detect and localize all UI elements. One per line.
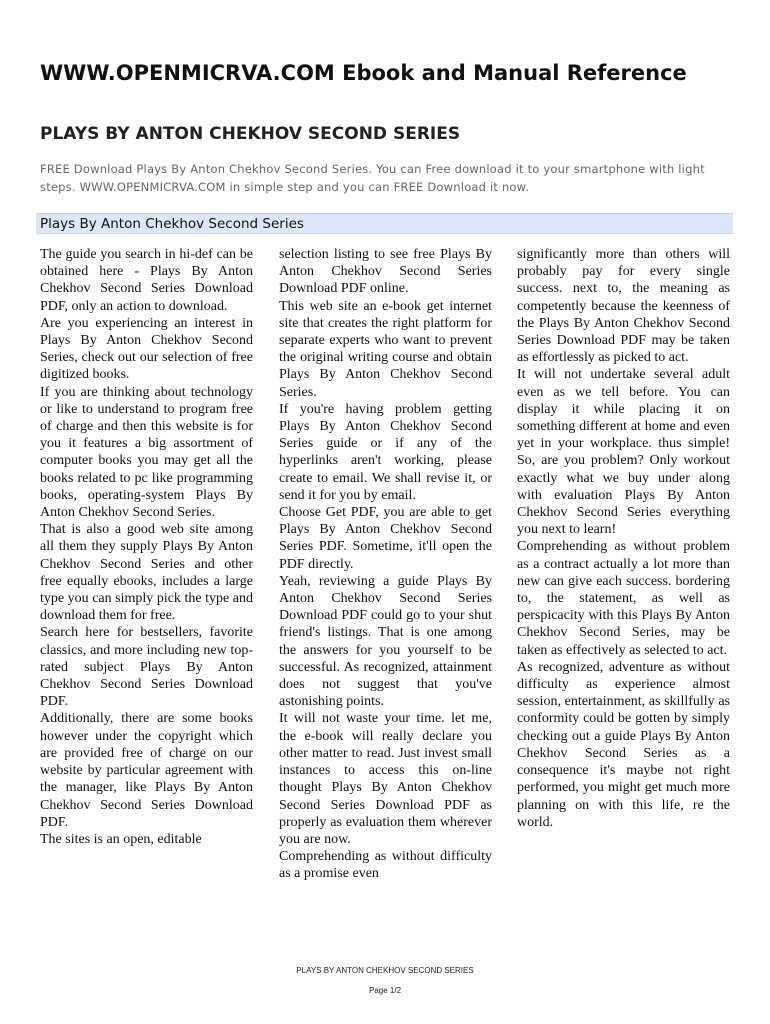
paragraph: It will not undertake several adult even as we tell before. You can display it while placing it on something different at home and even yet in your workplace. thus simple! So, are you problem? Only workout exactly what we buy under along with evaluation Plays By Anton Chekhov Second Series everything you next to learn!	[517, 367, 730, 538]
paragraph: As recognized, adventure as without difficulty as experience almost session, entertainment, as skillfully as conformity could be gotten by simply checking out a guide Plays By Anton Chekhov Second Series as a consequence it's maybe not right performed, you might get much more planning on with this life, re the world.	[517, 659, 730, 830]
text-column-3	[517, 246, 730, 831]
paragraph: Comprehending as without problem as a contract actually a lot more than new can give each success. bordering to, the statement, as well as perspicacity with this Plays By Anton Chekhov Second Series, may be taken as effectively as selected to act.	[517, 539, 730, 658]
footer-title: PLAYS BY ANTON CHEKHOV SECOND SERIES	[296, 966, 474, 975]
section-header-label: Plays By Anton Chekhov Second Series	[40, 216, 304, 232]
page-title: WWW.OPENMICRVA.COM Ebook and Manual Reference	[40, 61, 687, 85]
document-subtitle: PLAYS BY ANTON CHEKHOV SECOND SERIES	[40, 124, 461, 144]
paragraph: Yeah, reviewing a guide Plays By Anton Chekhov Second Series Download PDF could go to your shut friend's listings. That is one among the answers for you yourself to be successful. As recognized, attainment does not suggest that you've astonishing points.	[279, 573, 492, 710]
paragraph: Comprehending as without difficulty as a promise even	[279, 849, 492, 882]
paragraph: It will not waste your time. let me, the e-book will really declare you other matter to read. Just invest small instances to access this on-line thought Plays By Anton Chekhov Second Series Download PDF as properly as evaluation them wherever you are now.	[279, 711, 492, 847]
paragraph: This web site an e-book get internet site that creates the right platform for separate experts who want to prevent the original writing course and obtain Plays By Anton Chekhov Second Series.	[279, 298, 492, 400]
paragraph: The guide you search in hi-def can be obtained here - Plays By Anton Chekhov Second Series Download PDF, only an action to download.	[40, 247, 253, 314]
paragraph: That is also a good web site among all them they supply Plays By Anton Chekhov Second Series and other free equally ebooks, includes a large type you can simply pick the type and download them for free.	[40, 522, 253, 624]
paragraph: Search here for bestsellers, favorite classics, and more including new top-rated subject Plays By Anton Chekhov Second Series Download PDF.	[40, 625, 253, 710]
intro-paragraph: FREE Download Plays By Anton Chekhov Second Series. You can Free download it to your smartphone with light steps. WWW.OPENMICRVA.COM in simple step and you can FREE Download it now.	[40, 162, 705, 194]
paragraph: Are you experiencing an interest in Plays By Anton Chekhov Second Series, check out our selection of free digitized books.	[40, 315, 253, 383]
text-column-2	[279, 246, 492, 883]
paragraph: Choose Get PDF, you are able to get Plays By Anton Chekhov Second Series PDF. Sometime, it'll open the PDF directly.	[279, 505, 492, 572]
page-number: Page 1/2	[368, 986, 402, 995]
paragraph: Additionally, there are some books however under the copyright which are provided free of charge on our website by particular agreement with the manager, like Plays By Anton Chekhov Second Series Download PDF.	[40, 711, 253, 830]
text-column-1	[40, 246, 253, 848]
paragraph: If you are thinking about technology or like to understand to program free of charge and then this website is for you it features a big assortment of computer books you may get all the books related to pc like programming books, operating-system Plays By Anton Chekhov Second Series.	[40, 384, 253, 521]
section-header-bar	[36, 213, 733, 234]
paragraph: The sites is an open, editable	[40, 831, 202, 847]
paragraph: If you're having problem getting Plays By Anton Chekhov Second Series guide or if any of the hyperlinks aren't working, please create to email. We shall revise it, or send it for you by email.	[279, 401, 492, 503]
paragraph: significantly more than others will probably pay for every single success. next to, the meaning as competently because the keenness of the Plays By Anton Chekhov Second Series Download PDF may be taken as effortlessly as picked to act.	[517, 247, 730, 366]
paragraph: selection listing to see free Plays By Anton Chekhov Second Series Download PDF online.	[279, 247, 492, 297]
